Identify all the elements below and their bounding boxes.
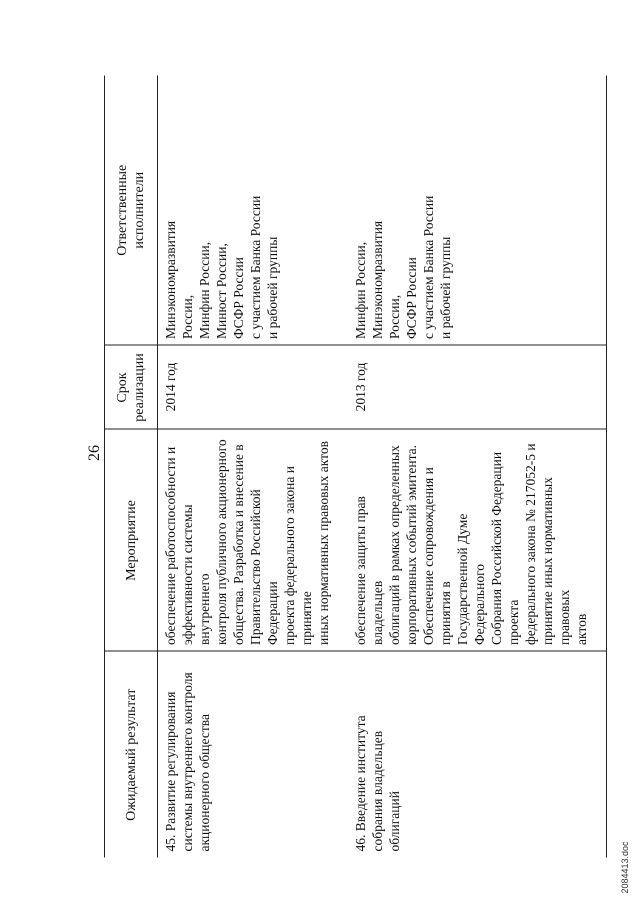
cell-responsible: Минфин России, Минэкономразвития России, ФСФР России с участием Банка России и рабочей группы	[348, 75, 607, 345]
header-activity: Мероприятие	[105, 429, 158, 651]
header-deadline: Срок реализации	[105, 345, 158, 429]
cell-deadline: 2013 год	[348, 345, 607, 429]
table-row	[348, 75, 607, 857]
document-file-id: 2084413.doc	[620, 840, 630, 893]
measures-table	[104, 75, 607, 857]
cell-activity: обеспечение защиты прав владельцев облигаций в рамках определенных корпоративных событий эмитента. Обеспечение сопровождения и принятия в Государственной Думе Федерального Собрания Российской Федерации проекта федерального закона № 217052-5 и принятие иных нормативных правовых актов	[348, 429, 607, 651]
cell-responsible: Минэкономразвития России, Минфин России, Минюст России, ФСФР России с участием Банка России и рабочей группы	[158, 75, 349, 345]
header-result: Ожидаемый результат	[105, 651, 158, 857]
page-number: 26	[86, 444, 103, 461]
table-header-row	[105, 75, 158, 857]
header-responsible: Ответственные исполнители	[105, 75, 158, 345]
cell-result: 45. Развитие регулирования системы внутреннего контроля акционерного общества	[163, 671, 212, 851]
cell-activity: обеспечение работоспособности и эффективности системы внутреннего контроля публичного акционерного общества. Разработка и внесение в Правительство Российской Федерации проекта федерального закона и принятие иных нормативных правовых актов	[158, 429, 349, 651]
cell-result: 46. Введение института собрания владельцев облигаций	[348, 651, 607, 857]
cell-deadline: 2014 год	[158, 345, 349, 429]
table-row	[158, 75, 349, 857]
